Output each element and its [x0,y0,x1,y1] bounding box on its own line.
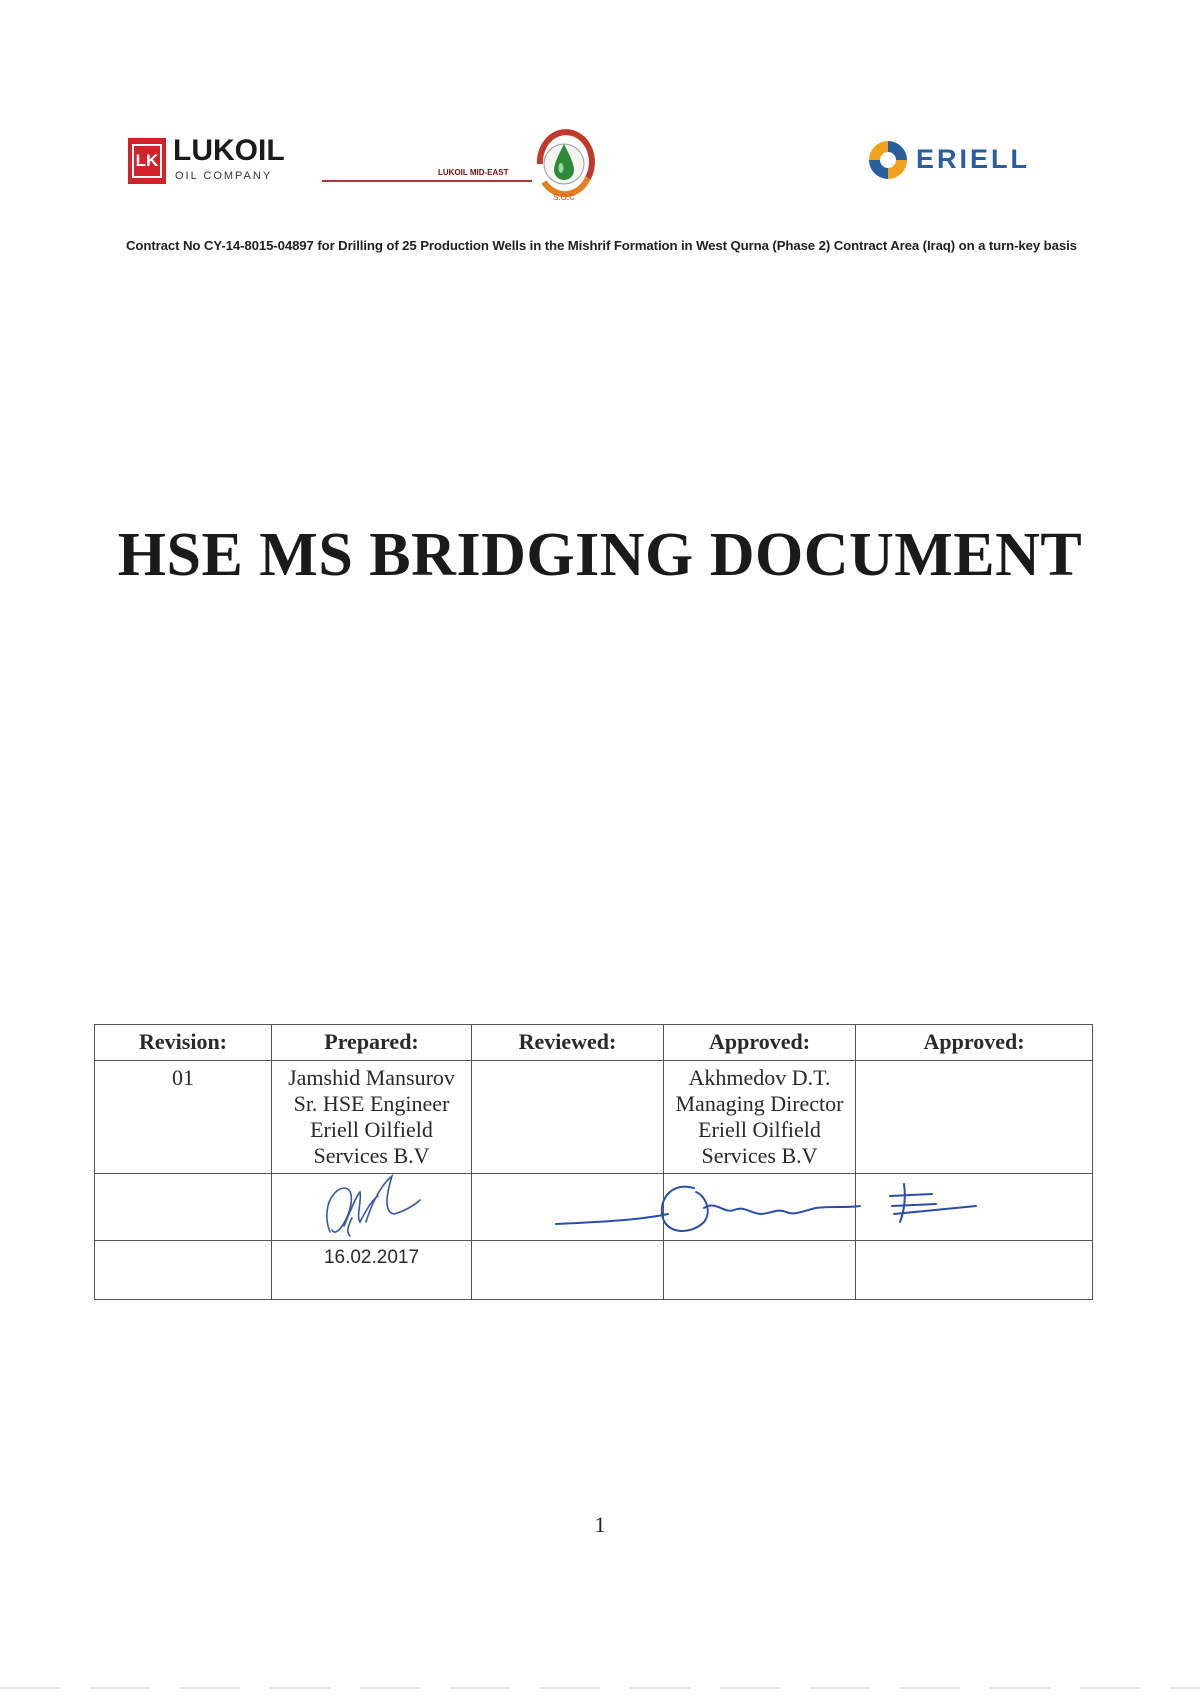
header-approved-2: Approved: [856,1025,1093,1061]
approved-position: Managing Director [675,1091,844,1116]
header-revision: Revision: [95,1025,272,1061]
revision-signature-cell [95,1174,272,1241]
approved-2-date-cell [856,1241,1093,1300]
approved-1-date-cell [664,1241,856,1300]
approved-name: Akhmedov D.T. [688,1065,831,1090]
prepared-position: Sr. HSE Engineer [293,1091,450,1116]
approved-company-2: Services B.V [701,1143,818,1168]
prepared-date: 16.02.2017 [323,1247,420,1268]
eriell-logo [862,136,1042,186]
reviewed-cell [472,1061,664,1174]
header-reviewed: Reviewed: [472,1025,664,1061]
prepared-signature-cell [272,1174,472,1241]
approved-1-signature-cell [664,1174,856,1241]
prepared-cell [272,1061,472,1174]
date-row [95,1241,1093,1300]
prepared-date-cell [272,1241,472,1300]
approved-company-1: Eriell Oilfield [698,1117,821,1142]
lukoil-mid-east-logo [322,118,602,210]
contract-description: Contract No CY-14-8015-04897 for Drilling of 25 Production Wells in the Mishrif Formation in West Qurna (Phase 2) Contract Area (Iraq) on a turn-key basis [126,238,1077,253]
lukoil-mark-text: LK [132,144,162,178]
signature-row [95,1174,1093,1241]
reviewed-date-cell [472,1241,664,1300]
approval-header-row [95,1025,1093,1061]
emblem-badge-text: S.O.C [553,193,575,202]
prepared-company-1: Eriell Oilfield [310,1117,433,1142]
lukoil-logo-subtitle: OIL COMPANY [175,170,273,182]
document-title: HSE MS BRIDGING DOCUMENT [117,521,1083,589]
lukoil-mark-icon [128,138,166,184]
prepared-name: Jamshid Mansurov [288,1065,455,1090]
scan-edge-mark [0,1686,1200,1690]
approval-info-row [95,1061,1093,1174]
prepared-company-2: Services B.V [313,1143,430,1168]
oil-drop-emblem-icon [530,118,600,210]
revision-number: 01 [172,1065,194,1090]
approval-table [94,1024,1093,1300]
revision-date-cell [95,1241,272,1300]
reviewed-signature-cell [472,1174,664,1241]
header-approved-1: Approved: [664,1025,856,1061]
eriell-logo-name: ERIELL [916,144,1031,174]
eriell-swirl-icon [866,138,910,182]
lukoil-mid-east-text: LUKOIL MID-EAST [438,168,509,177]
approved-2-cell [856,1061,1093,1174]
header-prepared: Prepared: [272,1025,472,1061]
revision-cell [95,1061,272,1174]
approved-1-cell [664,1061,856,1174]
logo-divider-line [322,180,532,182]
lukoil-logo-name: LUKOIL [173,134,285,167]
lukoil-logo [128,136,288,188]
page-number: 1 [594,1512,606,1537]
approved-2-signature-cell [856,1174,1093,1241]
